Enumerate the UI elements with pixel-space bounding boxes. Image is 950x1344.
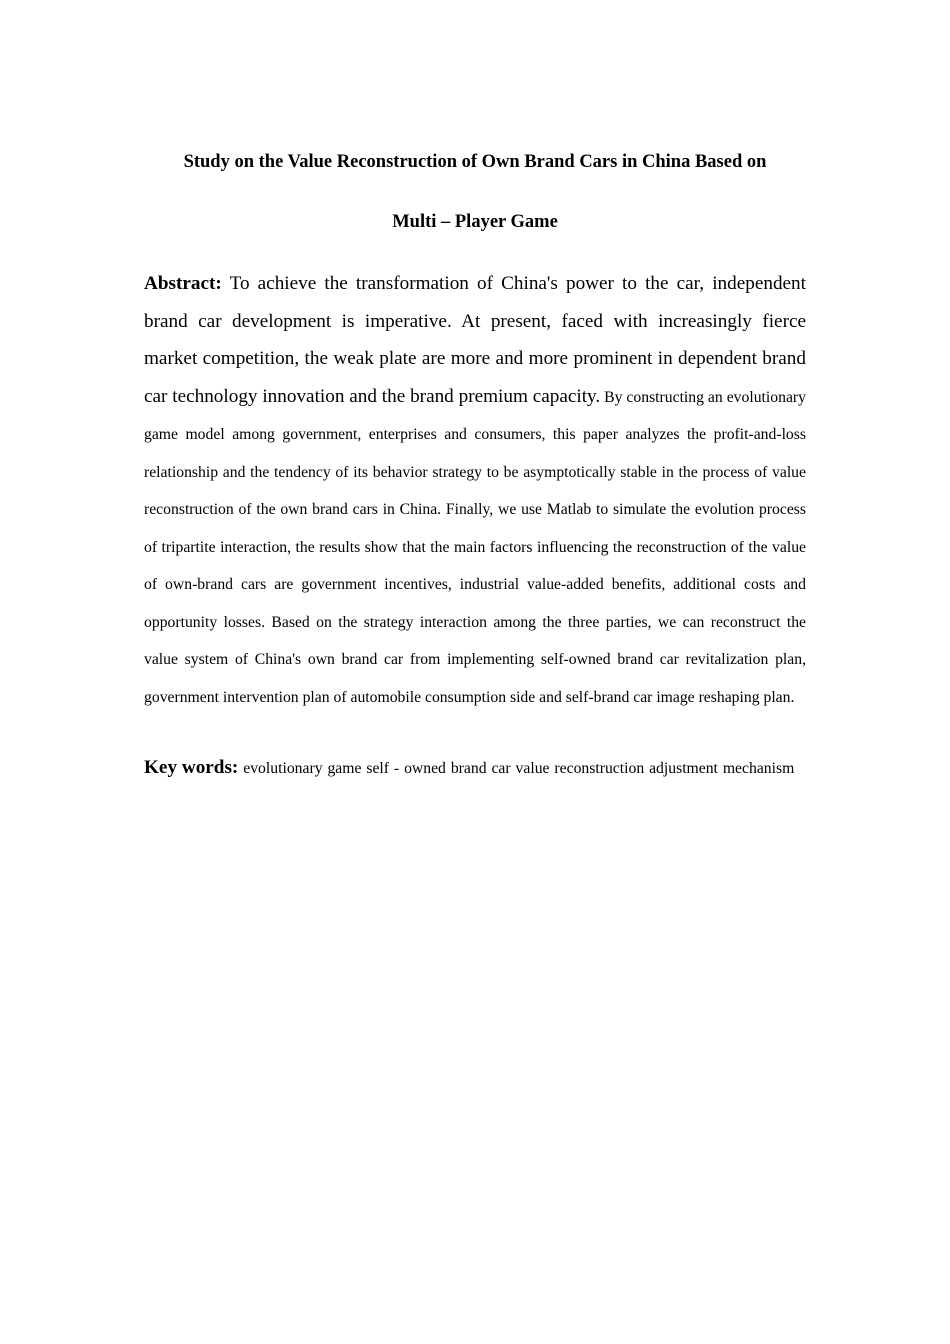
abstract-text-intro: To achieve the transformation of China's power to the car, independent brand car development is imperative. At present, faced with increasingly fierce market competition, the weak plate are more and more prominent in dependent brand car technology innovation and the brand premium capacity.: [144, 273, 806, 407]
keywords-label: Key words:: [144, 757, 239, 778]
keywords-section: [144, 750, 806, 787]
paper-title-line-2: Multi – Player Game: [392, 212, 558, 232]
abstract-section: [144, 265, 806, 716]
abstract-label: Abstract:: [144, 273, 222, 294]
abstract-text-body: By constructing an evolutionary game model among government, enterprises and consumers, this paper analyzes the profit-and-loss relationship and the tendency of its behavior strategy to be asymptotically stable in the process of value reconstruction of the own brand cars in China. Finally, we use Matlab to simulate the evolution process of tripartite interaction, the results show that the main factors influencing the reconstruction of the value of own-brand cars are government incentives, industrial value-added benefits, additional costs and opportunity losses. Based on the strategy interaction among the three parties, we can reconstruct the value system of China's own brand car from implementing self-owned brand car revitalization plan, government intervention plan of automobile consumption side and self-brand car image reshaping plan.: [144, 388, 806, 706]
keywords-text: evolutionary game self - owned brand car value reconstruction adjustment mechanism: [238, 760, 795, 777]
paper-title-line-1: Study on the Value Reconstruction of Own Brand Cars in China Based on: [183, 152, 767, 172]
